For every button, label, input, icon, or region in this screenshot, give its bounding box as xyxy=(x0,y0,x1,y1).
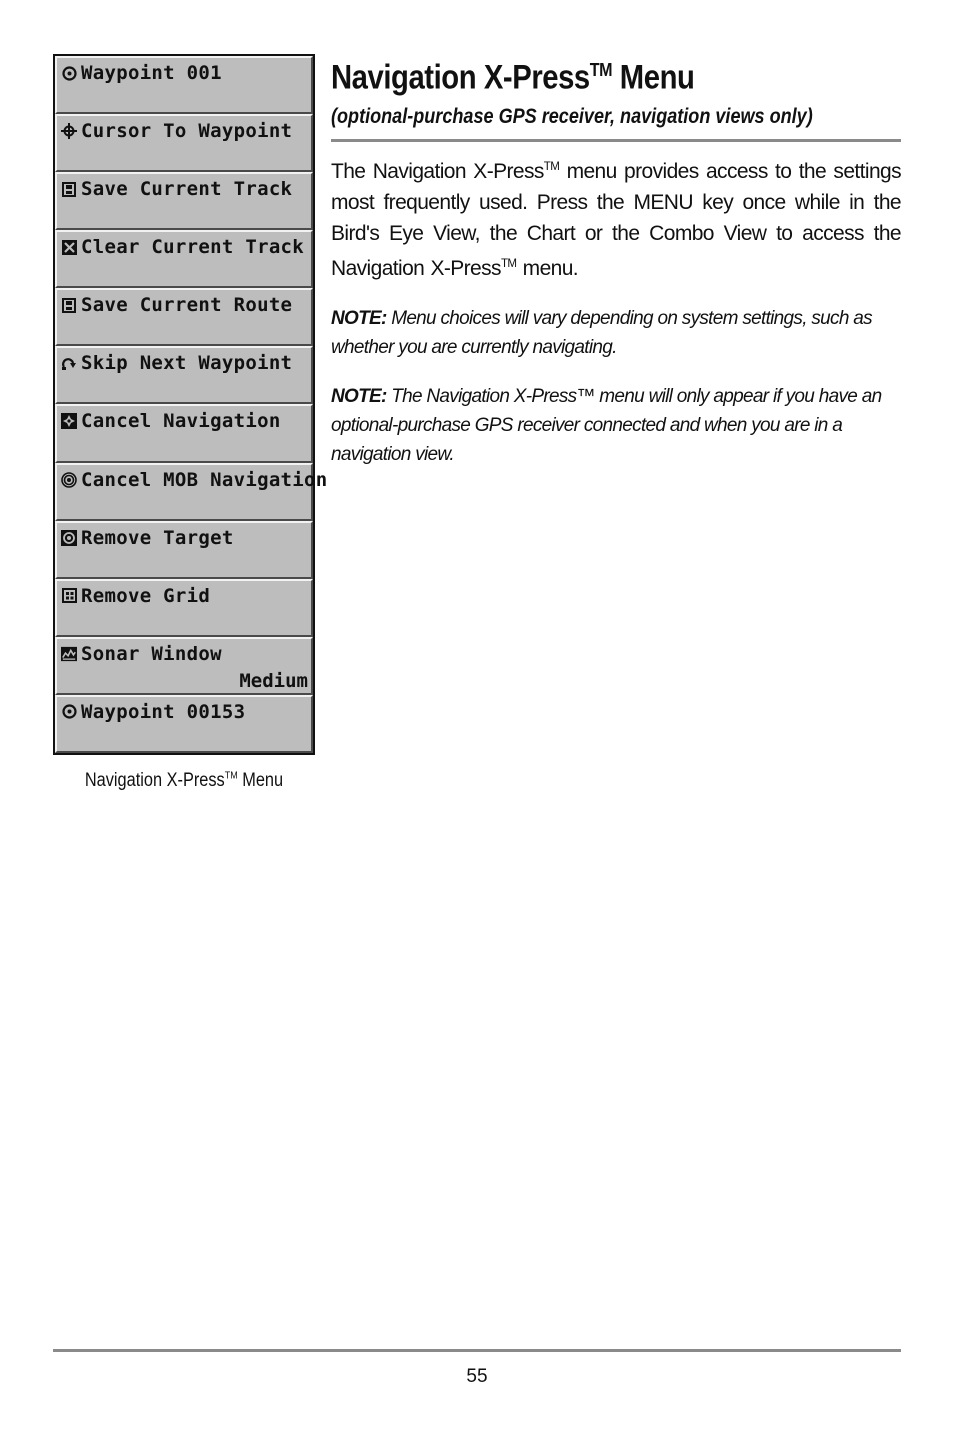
heading-divider xyxy=(331,139,901,142)
menu-item-clear-current-track[interactable] xyxy=(55,230,313,288)
menu-item-value: Medium xyxy=(239,669,308,692)
save-icon xyxy=(61,297,77,313)
waypoint-icon xyxy=(61,65,77,81)
menu-item-cursor-to-waypoint[interactable] xyxy=(55,114,313,172)
menu-item-label: Remove Grid xyxy=(81,584,211,607)
content-column xyxy=(331,48,901,469)
menu-item-waypoint-001[interactable] xyxy=(55,56,313,114)
sonar-window-icon xyxy=(61,646,77,662)
clear-x-icon xyxy=(61,239,77,255)
menu-item-label: Waypoint 00153 xyxy=(81,700,246,723)
menu-item-skip-next-waypoint[interactable] xyxy=(55,346,313,404)
skip-arrow-icon xyxy=(61,355,77,371)
cancel-navigation-icon xyxy=(61,413,77,429)
menu-item-label: Save Current Route xyxy=(81,294,293,317)
page-subtitle: (optional-purchase GPS receiver, navigation views only) xyxy=(331,105,813,129)
note-1: NOTE: Menu choices will vary depending on system settings, such as whether you are currently navigating. xyxy=(331,308,872,359)
mob-icon xyxy=(61,472,77,488)
page-number: 55 xyxy=(466,1366,488,1387)
navigation-xpress-menu xyxy=(53,54,328,755)
menu-item-save-current-route[interactable] xyxy=(55,288,313,346)
menu-item-remove-grid[interactable] xyxy=(55,579,313,637)
menu-item-label: Skip Next Waypoint xyxy=(81,352,293,375)
menu-item-save-current-track[interactable] xyxy=(55,172,313,230)
menu-item-label: Cancel Navigation xyxy=(81,410,281,433)
page-title: Navigation X-Press™ Menu xyxy=(331,58,695,97)
save-icon xyxy=(61,181,77,197)
menu-item-remove-target[interactable] xyxy=(55,521,313,579)
menu-item-label: Cancel MOB Navigation xyxy=(81,468,328,491)
menu-item-label: Save Current Track xyxy=(81,178,293,201)
figure-caption: Navigation X-Press™ Menu xyxy=(84,770,284,791)
intro-paragraph: The Navigation X-Press™ menu provides access to the settings most frequently used. Press the MENU key once while in the Bird's Eye View, the Chart or the Combo View to access the Navigation X-Press™ menu. xyxy=(331,160,901,281)
menu-item-label: Remove Target xyxy=(81,526,234,549)
note-2: NOTE: The Navigation X-Press™ menu will only appear if you have an optional-purchase GPS receiver connected and when you are in a navigation view. xyxy=(331,386,882,466)
footer-divider xyxy=(53,1349,901,1352)
menu-item-label: Clear Current Track xyxy=(81,236,305,259)
menu-item-cancel-mob-navigation[interactable] xyxy=(55,463,328,521)
grid-icon xyxy=(61,588,77,604)
menu-item-sonar-window[interactable] xyxy=(55,637,313,695)
crosshair-icon xyxy=(61,123,77,139)
menu-item-label: Cursor To Waypoint xyxy=(81,120,293,143)
menu-item-cancel-navigation[interactable] xyxy=(55,404,313,462)
target-icon xyxy=(61,530,77,546)
waypoint-icon xyxy=(61,704,77,720)
menu-item-waypoint-00153[interactable] xyxy=(55,695,313,753)
menu-item-label: Waypoint 001 xyxy=(81,62,222,84)
menu-item-label: Sonar Window xyxy=(81,642,222,665)
